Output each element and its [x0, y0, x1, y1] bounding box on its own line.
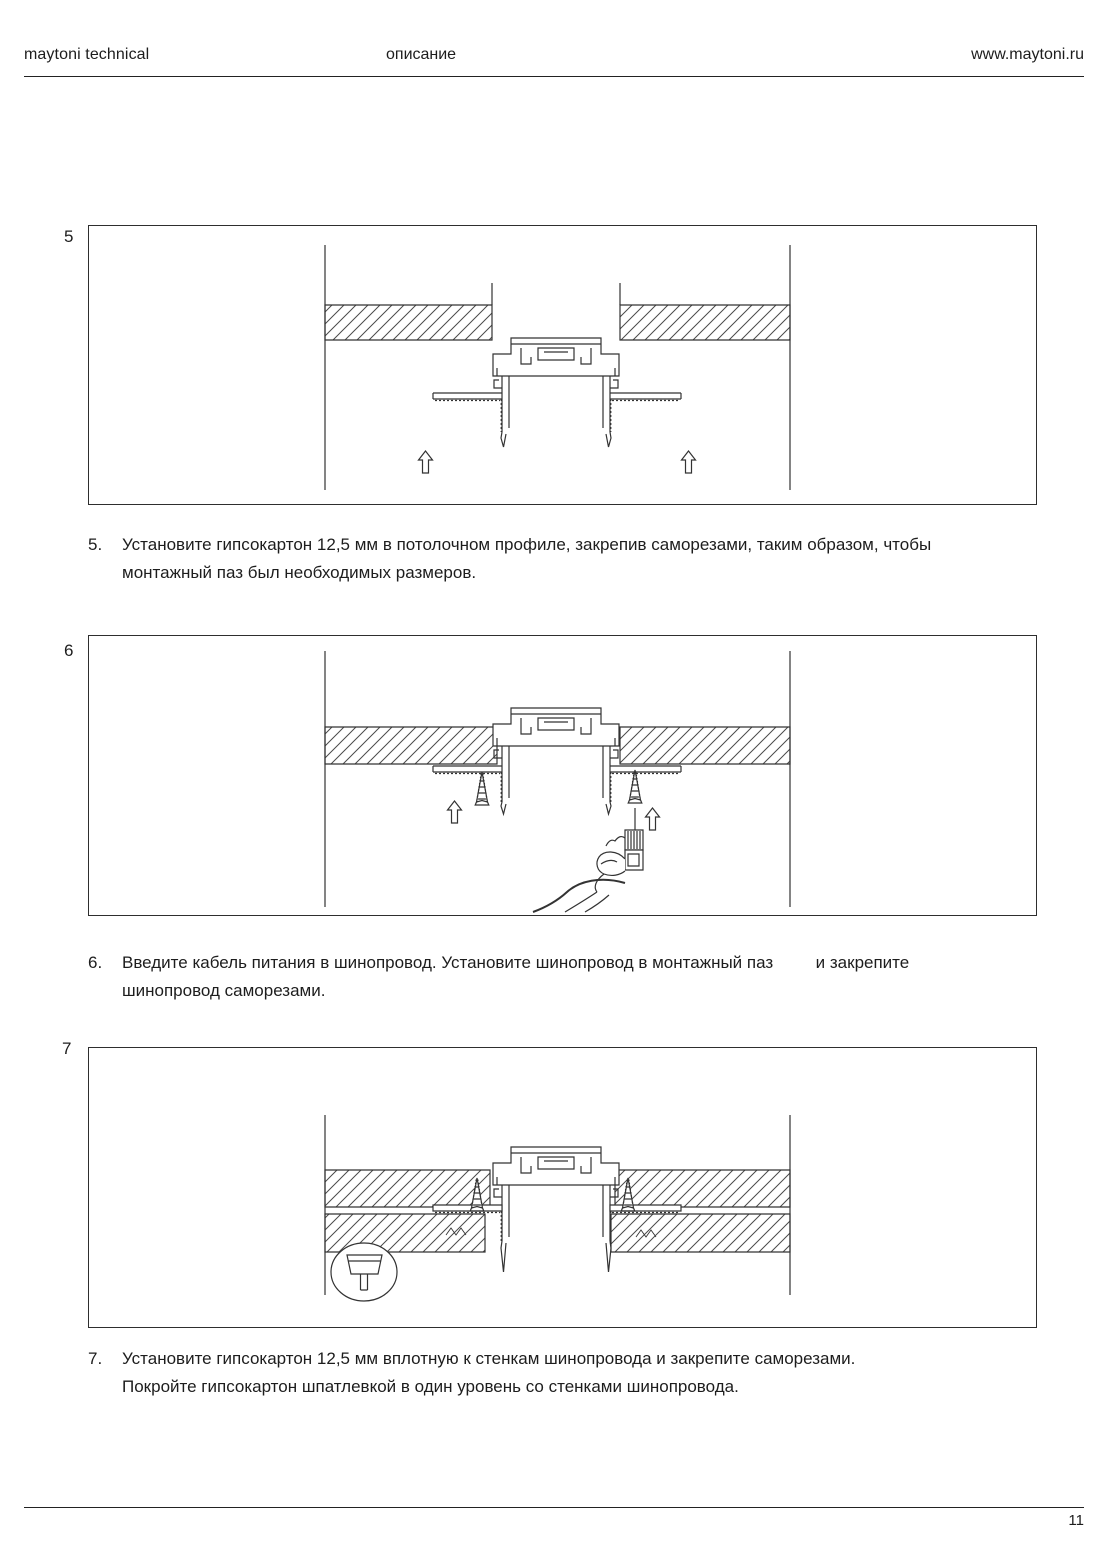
figure6-label: 6 — [64, 641, 74, 660]
figure5-label: 5 — [64, 227, 74, 246]
caption-number: 7. — [88, 1349, 103, 1368]
page-number: 11 — [1068, 1512, 1084, 1529]
caption-line: Покройте гипсокартон шпатлевкой в один уровень со стенками шинопровода. — [122, 1377, 739, 1396]
caption-number: 5. — [88, 535, 103, 554]
figure5-frame — [88, 225, 1037, 505]
caption-line: Установите гипсокартон 12,5 мм вплотную к стенкам шинопровода и закрепите саморезами. — [122, 1349, 856, 1368]
figure7-caption — [88, 1345, 1038, 1401]
caption-line: монтажный паз был необходимых размеров. — [122, 563, 477, 582]
figure7-frame — [88, 1047, 1037, 1328]
figure7-label: 7 — [62, 1039, 72, 1058]
footer-rule — [24, 1507, 1084, 1508]
figure5-caption — [88, 531, 1038, 587]
caption-line: Установите гипсокартон 12,5 мм в потолочном профиле, закрепив саморезами, таким образом, чтобы — [122, 535, 932, 554]
figure6-frame — [88, 635, 1037, 916]
caption-line: Введите кабель питания в шинопровод. Установите шинопровод в монтажный паз и закрепите — [122, 953, 910, 972]
brand-title: maytoni technical — [24, 46, 150, 63]
caption-number: 6. — [88, 953, 103, 972]
header-rule — [24, 76, 1084, 77]
figure6-caption — [88, 949, 1038, 1005]
section-title: описание — [386, 46, 457, 63]
website-link[interactable]: www.maytoni.ru — [971, 46, 1084, 63]
caption-line: шинопровод саморезами. — [122, 981, 326, 1000]
